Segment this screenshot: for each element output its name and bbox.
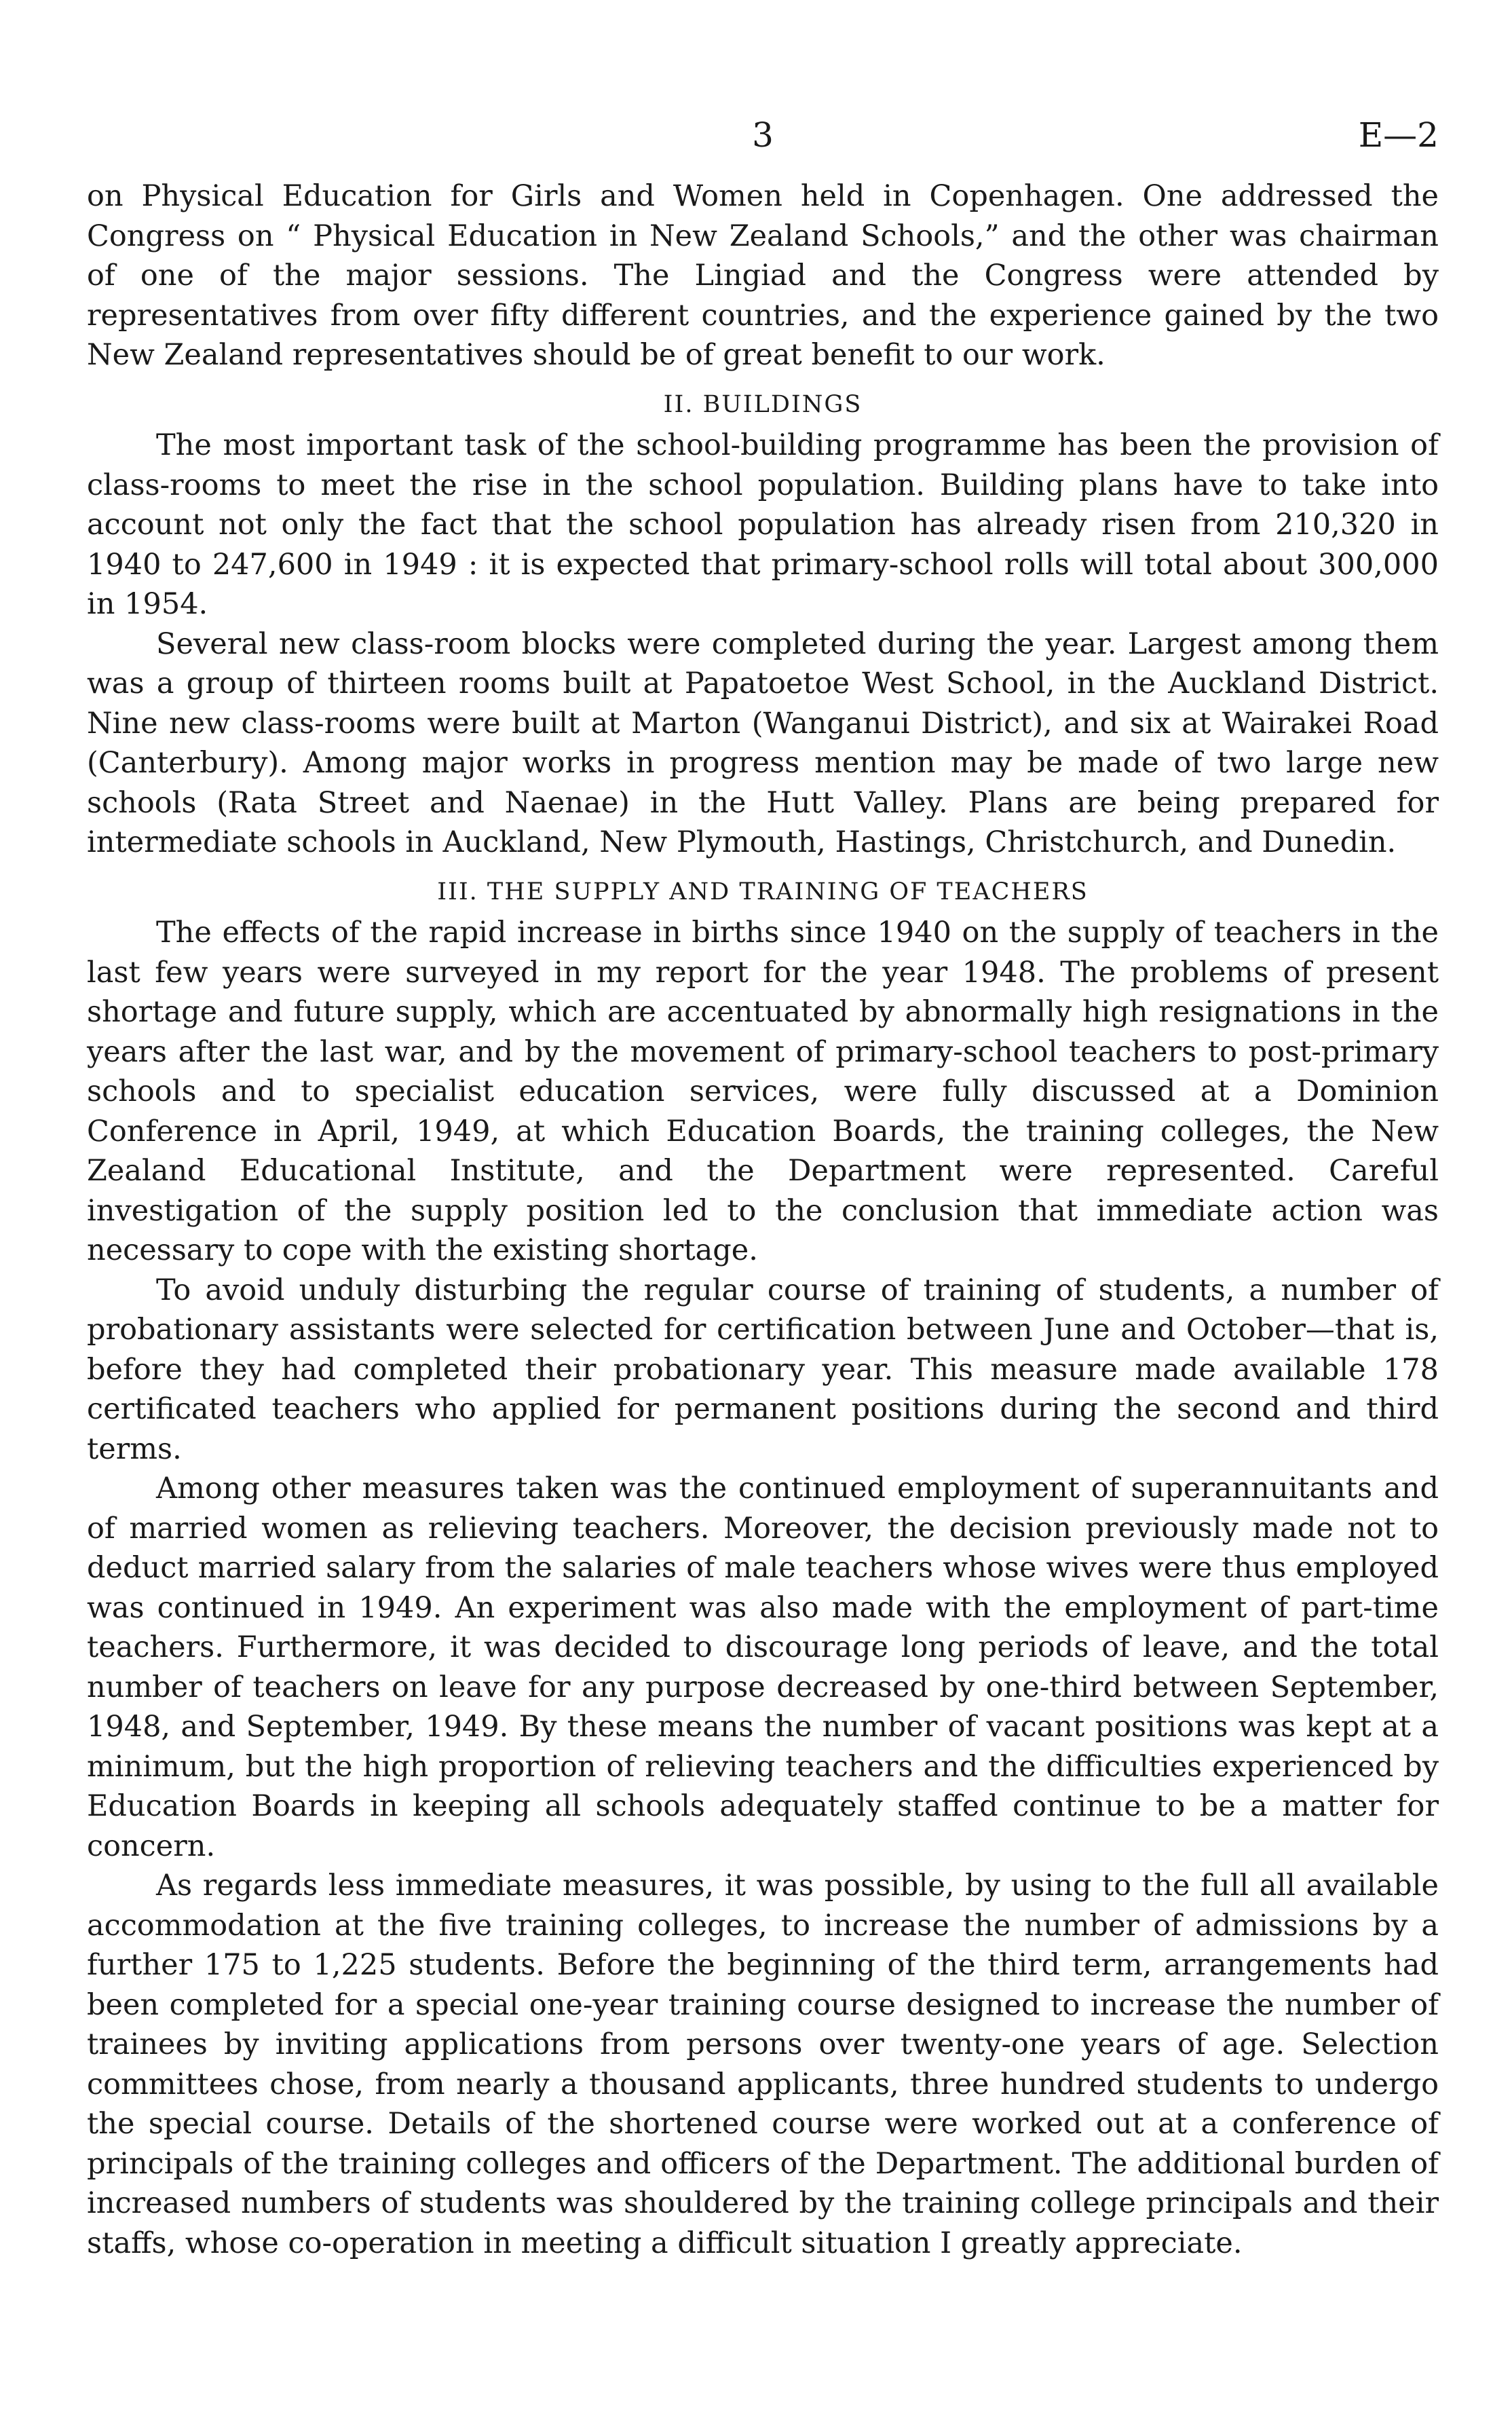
paragraph-intro: on Physical Education for Girls and Women held in Copenhagen. One addressed the Congress on “ Physical Education in New Zealand Schools,” and the other was chairman of one of the major sessions. The Lingiad and the Congress were attended by representatives from over fifty different countries, and the experience gained by the two New Zealand representatives should be of great benefit to our work. <box>87 179 1439 372</box>
paragraph-teachers-4: As regards less immediate measures, it was possible, by using to the full all available accommodation at the five training colleges, to increase the number of admissions by a further 175 to 1,225 students. Before the beginning of the third term, arrangements had been completed for a special one-year training course designed to increase the number of trainees by inviting applications from persons over twenty-one years of age. Selection committees chose, from nearly a thousand applicants, three hundred students to undergo the special course. Details of the shortened course were worked out at a conference of principals of the training colleges and officers of the Department. The additional burden of increased numbers of students was shouldered by the training college principals and their staffs, whose co-operation in meeting a difficult situation I greatly appreciate. <box>87 1869 1439 2260</box>
section-heading-teachers: III. THE SUPPLY AND TRAINING OF TEACHERS <box>437 878 1089 905</box>
page-header <box>87 102 1439 176</box>
paragraph-buildings-2: Several new class-room blocks were completed during the year. Largest among them was a group of thirteen rooms built at Papatoetoe West School, in the Auckland District. Nine new class-rooms were built at Marton (Wanganui District), and six at Wairakei Road (Canterbury). Among major works in progress mention may be made of two large new schools (Rata Street and Naenae) in the Hutt Valley. Plans are being prepared for intermediate schools in Auckland, New Plymouth, Hastings, Christchurch, and Dunedin. <box>87 626 1439 859</box>
paragraph-teachers-1: The effects of the rapid increase in births since 1940 on the supply of teachers in the last few years were surveyed in my report for the year 1948. The problems of present shortage and future supply, which are accentuated by abnormally high resignations in the years after the last war, and by the movement of primary-school teachers to post-primary schools and to specialist education services, were fully discussed at a Dominion Conference in April, 1949, at which Education Boards, the training colleges, the New Zealand Educational Institute, and the Department were represented. Careful investigation of the supply position led to the conclusion that immediate action was necessary to cope with the existing shortage. <box>87 916 1439 1267</box>
document-page <box>87 102 1439 2263</box>
paragraph-buildings-1: The most important task of the school-building programme has been the provision of class-rooms to meet the rise in the school population. Building plans have to take into account not only the fact that the school population has already risen from 210,320 in 1940 to 247,600 in 1949 : it is expected that primary-school rolls will total about 300,000 in 1954. <box>87 428 1439 621</box>
section-heading-buildings: II. BUILDINGS <box>663 390 863 418</box>
page-number: 3 <box>752 115 774 155</box>
document-reference: E—2 <box>1358 115 1439 155</box>
paragraph-teachers-3: Among other measures taken was the continued employment of superannuitants and of married women as relieving teachers. Moreover, the decision previously made not to deduct married salary from the salaries of male teachers whose wives were thus employed was continued in 1949. An experiment was also made with the employment of part-time teachers. Furthermore, it was decided to discourage long periods of leave, and the total number of teachers on leave for any purpose decreased by one-third between September, 1948, and September, 1949. By these means the number of vacant positions was kept at a minimum, but the high proportion of relieving teachers and the difficulties experienced by Education Boards in keeping all schools adequately staffed continue to be a matter for concern. <box>87 1472 1439 1863</box>
paragraph-teachers-2: To avoid unduly disturbing the regular course of training of students, a number of probationary assistants were selected for certification between June and October—that is, before they had completed their probationary year. This measure made available 178 certificated teachers who applied for permanent positions during the second and third terms. <box>87 1273 1439 1466</box>
